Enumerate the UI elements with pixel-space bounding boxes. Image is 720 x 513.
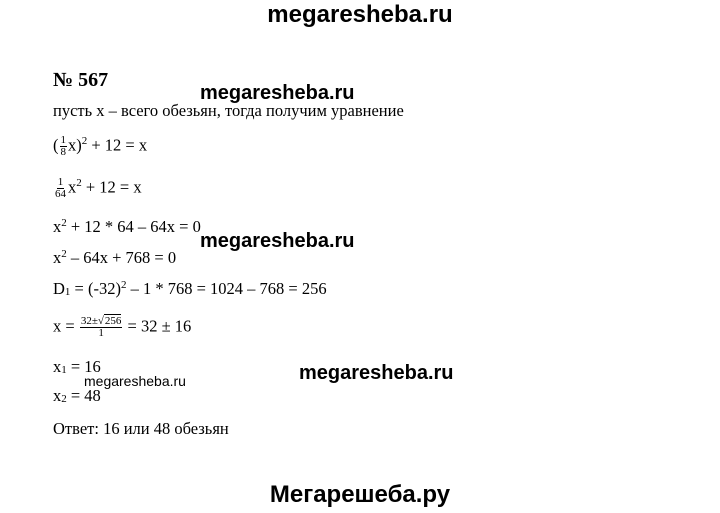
fraction xyxy=(80,316,123,339)
eq-text: = (-32) xyxy=(70,279,121,298)
eq-text: – 64x + 768 = 0 xyxy=(66,248,177,267)
eq-text: + 12 * 64 – 64x = 0 xyxy=(66,217,201,236)
exponent: 2 xyxy=(61,248,67,260)
eq-text: – 1 * 768 = 1024 – 768 = 256 xyxy=(126,279,327,298)
eq-text: = 48 xyxy=(66,386,101,405)
eq-text: = 32 ± 16 xyxy=(123,316,192,336)
watermark: megaresheba.ru xyxy=(84,373,186,389)
subscript: 1 xyxy=(64,286,71,298)
sqrt-icon: √ xyxy=(97,315,104,327)
eq-text: x xyxy=(53,248,62,267)
exponent: 2 xyxy=(76,177,82,189)
eq-text: x xyxy=(53,357,62,376)
eq-text: x) xyxy=(68,135,82,155)
fraction xyxy=(60,135,68,158)
equation-1 xyxy=(53,135,147,158)
watermark-bottom: Мегарешеба.ру xyxy=(269,481,451,508)
exponent: 2 xyxy=(81,135,88,147)
radicand: 256 xyxy=(104,315,122,327)
answer-text: Ответ: 16 или 48 обезьян xyxy=(53,419,229,438)
exponent: 2 xyxy=(61,217,67,229)
fraction-denominator: 1 xyxy=(98,327,104,339)
exponent: 2 xyxy=(120,279,127,291)
equation-3 xyxy=(53,217,201,237)
watermark: megaresheba.ru xyxy=(200,82,355,104)
fraction-numerator: 1 xyxy=(57,176,64,188)
watermark: megaresheba.ru xyxy=(299,362,454,384)
equation-2 xyxy=(53,177,142,200)
fraction-numerator: 32±√256 xyxy=(80,315,122,327)
eq-text: = 16 xyxy=(66,357,101,376)
equation-4 xyxy=(53,248,176,268)
fraction xyxy=(54,177,67,200)
intro-text: пусть x – всего обезьян, тогда получим уравнение xyxy=(53,101,404,120)
eq-text: + 12 = x xyxy=(87,135,148,155)
equation-5 xyxy=(53,279,327,299)
watermark-top: megaresheba.ru xyxy=(267,1,453,28)
eq-text: + 12 = x xyxy=(81,177,142,197)
fraction-denominator: 64 xyxy=(55,188,66,200)
fraction-numerator: 1 xyxy=(60,134,66,146)
equation-8 xyxy=(53,386,101,406)
equation-6 xyxy=(53,316,191,339)
subscript: 2 xyxy=(61,393,67,405)
subscript: 1 xyxy=(61,364,67,376)
fraction-denominator: 8 xyxy=(60,146,66,158)
eq-text: x = xyxy=(53,316,79,336)
eq-text: D xyxy=(53,279,65,298)
eq-text: x xyxy=(53,217,62,236)
eq-text: x xyxy=(68,177,77,197)
problem-number: № 567 xyxy=(53,69,109,91)
eq-text: ( xyxy=(53,135,59,155)
eq-text: x xyxy=(53,386,62,405)
watermark: megaresheba.ru xyxy=(200,230,355,252)
